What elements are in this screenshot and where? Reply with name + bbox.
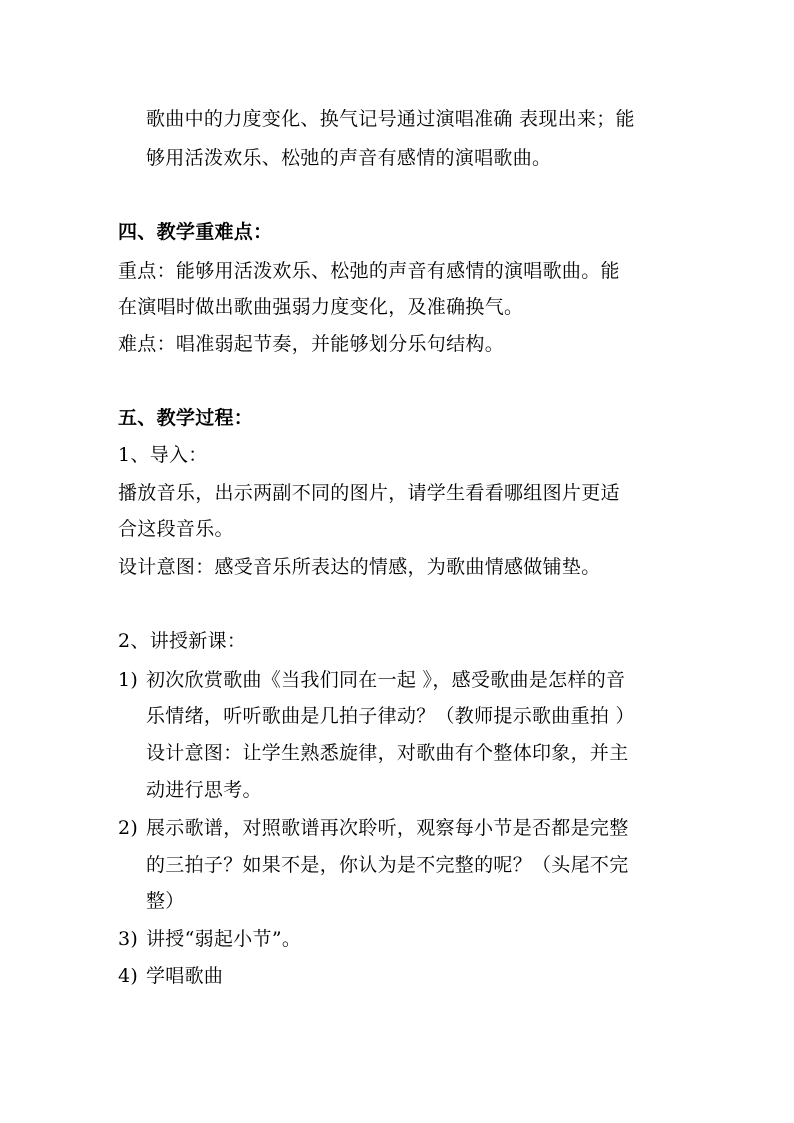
step-1-line-2: 合这段音乐。 — [118, 518, 234, 540]
key-point-line-2: 在演唱时做出歌曲强弱力度变化，及准确换气。 — [118, 296, 524, 318]
list-item-2 — [118, 815, 629, 841]
intro-line-2: 够用活泼欢乐、松弛的声音有感情的演唱歌曲。 — [146, 147, 552, 169]
list-item-3 — [118, 926, 301, 952]
key-point-line-1: 重点：能够用活泼欢乐、松弛的声音有感情的演唱歌曲。能 — [118, 260, 620, 282]
step-1-title: 1、导入： — [118, 444, 208, 466]
list-item-number: 2) — [118, 817, 139, 839]
list-item-text: 讲授“弱起小节”。 — [146, 928, 302, 950]
section-4-heading: 四、教学重难点： — [118, 221, 273, 243]
list-item-1-line-3: 设计意图：让学生熟悉旋律，对歌曲有个整体印象，并主 — [146, 742, 629, 764]
list-item-1-line-4: 动进行思考。 — [146, 779, 262, 801]
list-item-2-line-3: 整） — [146, 890, 185, 912]
list-item-text: 初次欣赏歌曲《当我们同在一起 》，感受歌曲是怎样的音 — [146, 669, 626, 691]
section-5-heading: 五、教学过程： — [118, 407, 254, 429]
list-item-2-line-2: 的三拍子？如果不是，你认为是不完整的呢？（头尾不完 — [146, 854, 629, 876]
list-item-number: 4) — [118, 965, 139, 987]
list-item-1-line-2: 乐情绪，听听歌曲是几拍子律动？（教师提示歌曲重拍 ） — [146, 705, 635, 727]
intro-line-1: 歌曲中的力度变化、换气记号通过演唱准确 表现出来；能 — [146, 108, 635, 130]
list-item-text: 展示歌谱，对照歌谱再次聆听，观察每小节是否都是完整 — [146, 817, 629, 839]
list-item-text: 学唱歌曲 — [146, 965, 224, 987]
step-1-line-1: 播放音乐，出示两副不同的图片，请学生看看哪组图片更适 — [118, 482, 620, 504]
list-item-1 — [118, 667, 625, 693]
step-1-design: 设计意图：感受音乐所表达的情感，为歌曲情感做铺垫。 — [118, 556, 601, 578]
step-2-title: 2、讲授新课： — [118, 630, 247, 652]
difficulty-line: 难点：唱准弱起节奏，并能够划分乐句结构。 — [118, 333, 505, 355]
list-item-number: 1) — [118, 669, 139, 691]
list-item-4 — [118, 963, 223, 989]
list-item-number: 3) — [118, 928, 139, 950]
